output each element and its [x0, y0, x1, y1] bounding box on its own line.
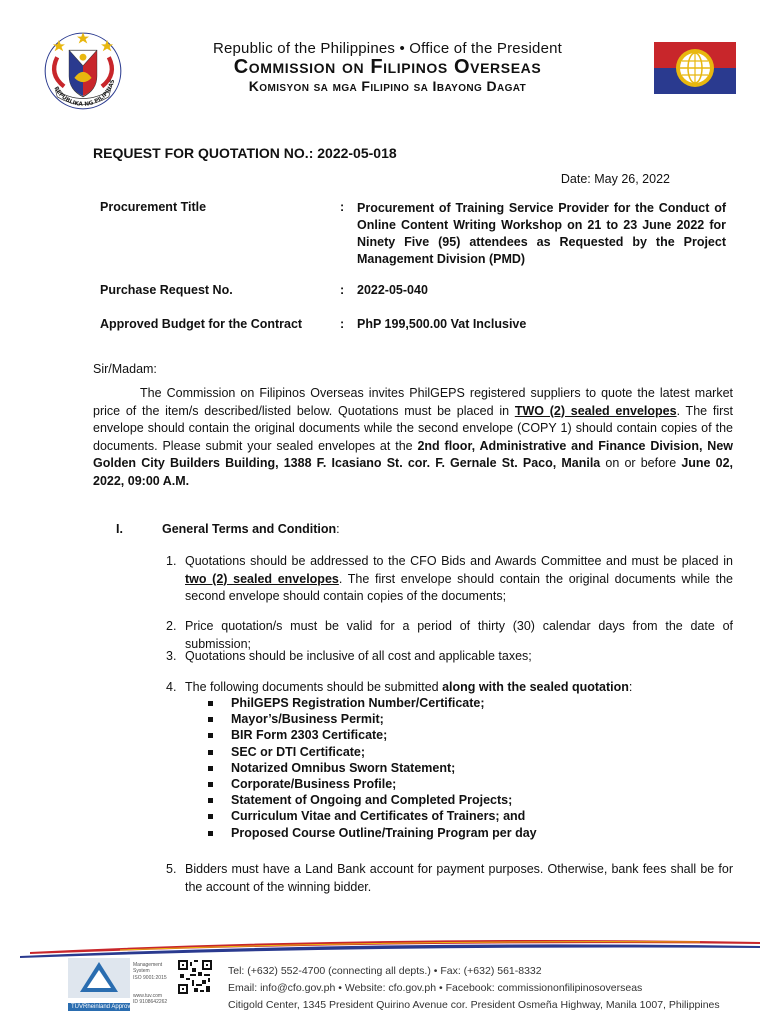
purchase-request-value: 2022-05-040 [357, 283, 428, 297]
philippine-seal-logo [40, 28, 126, 114]
rfq-title: REQUEST FOR QUOTATION NO.: 2022-05-018 [93, 145, 397, 161]
footer-contact-phone: Tel: (+632) 552-4700 (connecting all depts.) • Fax: (+632) 561-8332 [228, 965, 542, 977]
document-item: Statement of Ongoing and Completed Projects; [206, 792, 537, 808]
footer-swoosh [0, 930, 770, 960]
submission-address: 2nd floor, Administrative and Finance Division, New Golden City Builders Building, 1388 F. Icasiano St. cor. F. Gernale St. Paco, Manila [93, 438, 733, 471]
document-item: BIR Form 2303 Certificate; [206, 727, 537, 743]
agency-name-filipino: Komisyon sa mga Filipino sa Ibayong Dagat [248, 78, 527, 94]
approved-budget-value: PhP 199,500.00 Vat Inclusive [357, 317, 527, 331]
agency-name: Commission on Filipinos Overseas [233, 56, 542, 78]
submission-deadline: June 02, 2022, 09:00 A.M. [93, 456, 734, 488]
document-item: SEC or DTI Certificate; [206, 744, 537, 760]
section-number: I. [116, 522, 123, 536]
footer-address: Citigold Center, 1345 President Quirino Avenue cor. President Osmeña Highway, Manila 1007, Philippines [228, 999, 720, 1011]
certification-text: Management System ISO 9001:2015 www.tuv.com ID 9108642262 [133, 962, 168, 1006]
rfq-date: Date: May 26, 2022 [560, 172, 670, 186]
document-item: PhilGEPS Registration Number/Certificate; [206, 695, 537, 711]
document-item: Curriculum Vitae and Certificates of Trainers; and [206, 808, 537, 824]
procurement-title-label: Procurement Title [100, 200, 207, 214]
required-documents-list [206, 695, 537, 841]
sealed-envelopes-emphasis: TWO (2) sealed envelopes [514, 403, 677, 418]
cfo-logo [654, 42, 736, 94]
header-line-1: Republic of the Philippines • Office of the President [212, 40, 563, 57]
list-item: 1. Quotations should be addressed to the CFO Bids and Awards Committee and must be placed in two (2) sealed envelopes. The first envelope should contain the original documents while the second envelope should contain copies of the documents; [166, 554, 733, 604]
tuv-certification-badge [68, 958, 138, 1010]
document-item: Mayor’s/Business Permit; [206, 711, 537, 727]
salutation: Sir/Madam: [93, 362, 157, 376]
document-item: Notarized Omnibus Sworn Statement; [206, 760, 537, 776]
list-item: 4. The following documents should be submitted along with the sealed quotation: [166, 680, 633, 694]
tuv-triangle-icon [68, 958, 130, 998]
seal-text: REPUBLIKA NG PILIPINAS [52, 78, 117, 108]
list-item: 2. Price quotation/s must be valid for a period of thirty (30) calendar days from the date of submission; [166, 619, 733, 651]
list-item: 3. Quotations should be inclusive of all cost and applicable taxes; [166, 649, 532, 663]
approved-budget-label: Approved Budget for the Contract [100, 317, 303, 331]
footer-contact-web: Email: info@cfo.gov.ph • Website: cfo.gov.ph • Facebook: commissiononfilipinosoverseas [228, 982, 643, 994]
tuv-brand: TÜVRheinland Approved [68, 1003, 130, 1011]
qr-code-icon [178, 960, 212, 994]
list-item: 5. Bidders must have a Land Bank account for payment purposes. Otherwise, bank fees shall be for the account of the winning bidder. [166, 862, 733, 894]
procurement-title-value: Procurement of Training Service Provider for the Conduct of Online Content Writing Workshop on 21 to 23 June 2022 for Ninety Five (95) attendees as Requested by the Project Management Division (PMD) [357, 201, 726, 266]
colon: : [340, 317, 345, 331]
intro-paragraph: The Commission on Filipinos Overseas invites PhilGEPS registered suppliers to quote the latest market price of the item/s described/listed below. Quotations must be placed in TWO (2) sealed envelopes. The first envelope should contain the original documents while the second envelope (COPY 1) should contain copies of the documents. Please submit your sealed envelopes at the 2nd floor, Administrative and Finance Division, New Golden City Builders Building, 1388 F. Icasiano St. cor. F. Gernale St. Paco, Manila on or before June 02, 2022, 09:00 A.M. [93, 386, 734, 488]
colon: : [340, 283, 345, 297]
document-item: Corporate/Business Profile; [206, 776, 537, 792]
colon: : [340, 200, 345, 214]
purchase-request-label: Purchase Request No. [100, 283, 233, 297]
document-item: Proposed Course Outline/Training Program per day [206, 825, 537, 841]
section-title: General Terms and Condition: [162, 522, 340, 536]
